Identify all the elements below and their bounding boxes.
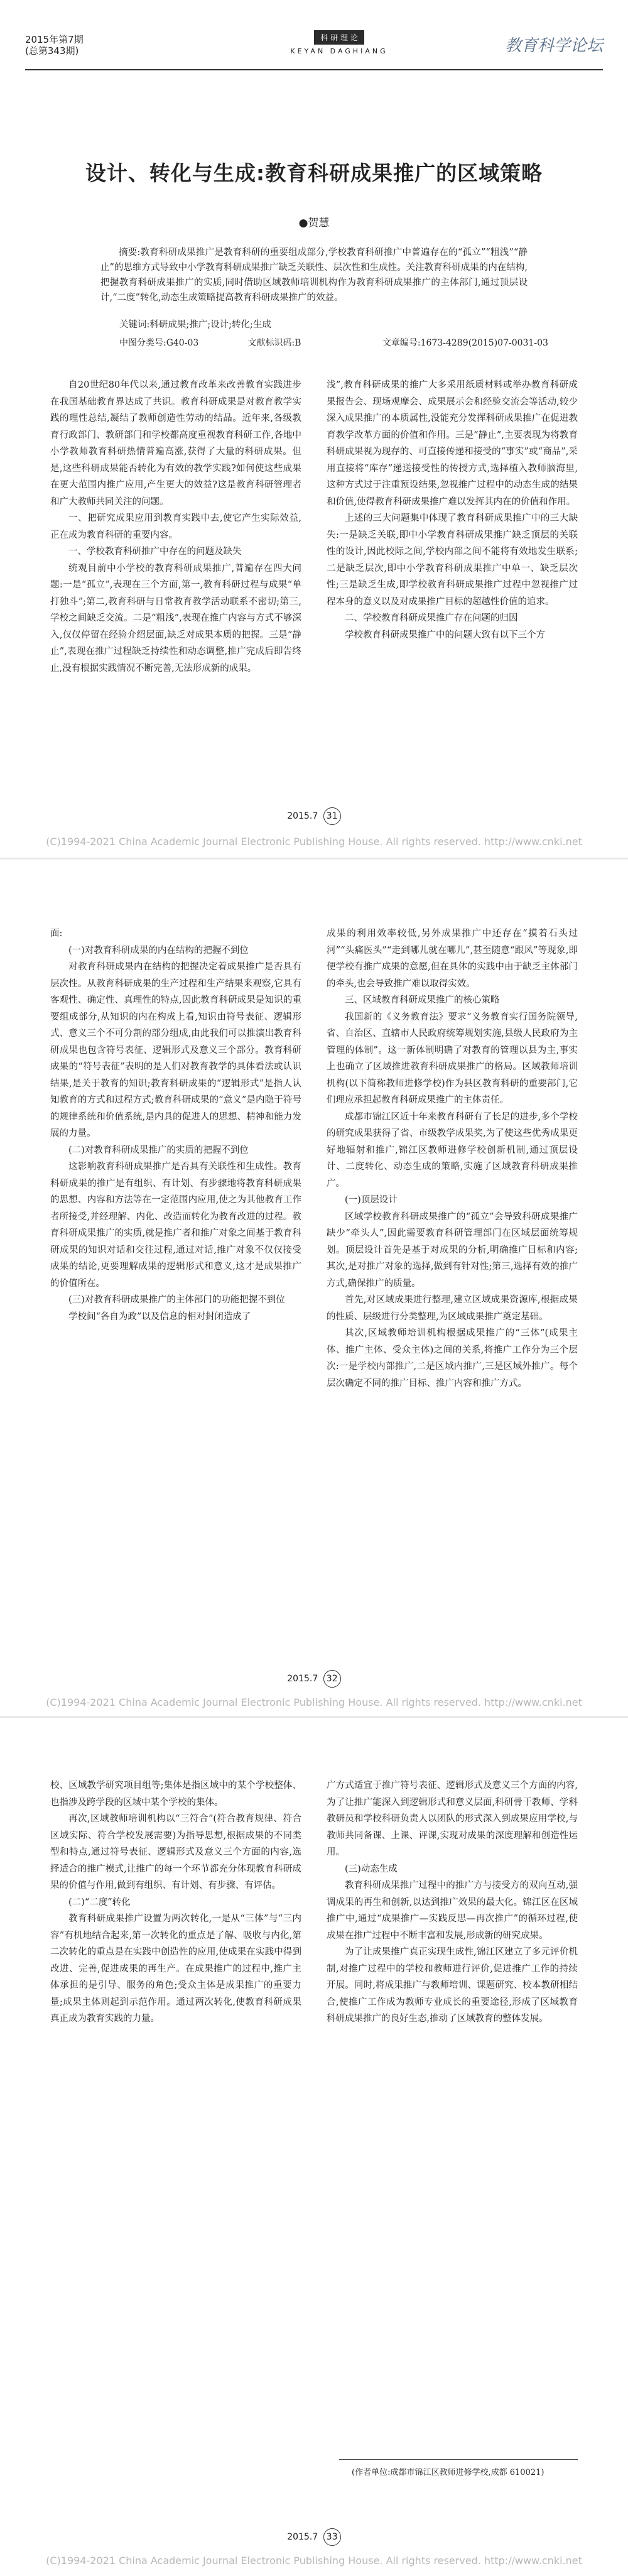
page2-left-column [50, 925, 301, 1325]
paragraph: 上述的三大问题集中体现了教育科研成果推广中的三大缺失:一是缺乏关联,即中小学教育科研成果推广缺乏顶层的关联性的设计,因此校际之间,学校内部之间不能将有效地发生联系;二是缺乏层次,即中小学教育科研成果推广中单一、缺乏层次性;三是缺乏生成,即学校教育科研成果推广过程中忽视推广过程本身的意义以及对成果推广目标的超越性价值的追求。 [327, 513, 578, 607]
watermark: (C)1994-2021 China Academic Journal Electronic Publishing House. All rights reserved. http://www.cnki.net [46, 836, 582, 848]
paragraph: 教育科研成果推广过程中的推广方与接受方的双向互动,强调成果的再生和创新,以达到推广效果的最大化。锦江区在区域推广中,通过“成果推广—实践反思—再次推广”的循环过程,使成果在推广过程中不断丰富和发展,形成新的研究成果。 [327, 1880, 578, 1941]
section-heading: 二、学校教育科研成果推广存在问题的归因 [345, 613, 518, 623]
page-1 [0, 0, 628, 860]
clc-number: 中图分类号:G40-03 [119, 338, 199, 348]
paragraph: 区域学校教育科研成果推广的“孤立”会导致科研成果推广缺少“牵头人”,因此需要教育科研管理部门在区域层面统筹规划。顶层设计首先是基于对成果的分析,明确推广目标和内容;其次,是对推广对象的选择,做到有针对性;第三,选择有效的推广方式,确保推广的质量。 [327, 1211, 578, 1289]
page3-right-column [327, 1777, 578, 2028]
page2-right-column [327, 925, 578, 1392]
footnote-rule [339, 2459, 578, 2460]
doc-code: 文献标识码:B [247, 338, 301, 348]
section-heading: (三)对教育科研成果推广的主体部门的功能把握不到位 [68, 1295, 285, 1305]
issue-number: 2015年第7期 [25, 34, 84, 45]
section-heading: (二)对教育科研成果推广的实质的把握不到位 [68, 1145, 249, 1155]
paragraph: 成都市锦江区近十年来教育科研有了长足的进步,多个学校的研究成果获得了省、市级教学成果奖,为了使这些优秀成果更好地辐射和推广,锦江区教师进修学校创新机制,通过顶层设计、二度转化、动态生成的策略,实施了区域教育科研成果推广。 [327, 1111, 578, 1189]
page1-left-column [50, 377, 301, 677]
paragraph: 成果的利用效率较低,另外成果推广中还存在“摸着石头过河”“头痛医头”“走到哪儿就在哪儿”,甚至随意“跟风”等现象,即便学校有推广成果的意愿,但在具体的实践中由于缺乏主体部门的牵头,也会导致推广难以取得实效。 [327, 929, 578, 989]
page-number [0, 807, 628, 825]
article-keywords: 关键词:科研成果;推广;设计;转化;生成 [119, 320, 271, 330]
page-date: 2015.7 [287, 811, 318, 821]
paragraph: 学校教育科研成果推广中的问题大致有以下三个方 [345, 630, 545, 640]
article-abstract: 摘要:教育科研成果推广是教育科研的重要组成部分,学校教育科研推广中普遍存在的“孤立”“粗浅”“静止”的思维方式导致中小学教育科研成果推广缺乏关联性、层次性和生成性。关注教育科研成果的内在结构,把握教育科研成果推广的实质,同时借助区域教师培训机构作为教育科研成果推广的主体部门,通过顶层设计,“二度”转化,动态生成策略提高教育科研成果推广的效益。 [100, 248, 528, 303]
page3-left-column [50, 1777, 301, 2028]
section-heading: 一、学校教育科研推广中存在的问题及缺失 [68, 547, 242, 557]
author-affiliation: (作者单位:成都市锦江区教师进修学校,成都 610021) [352, 2468, 544, 2477]
page1-right-column [327, 377, 578, 643]
paragraph: 一、把研究成果应用到教育实践中去,使它产生实际效益,正在成为教育科研的重要内容。 [50, 513, 301, 540]
paragraph: 自20世纪80年代以来,通过教育改革来改善教育实践进步在我国基础教育界达成了共识。教育科研成果是对教育教学实践的理性总结,凝结了教师创造性劳动的结晶。近年来,各级教育行政部门、教研部门和学校都高度重视教育科研工作,各地中小学教师教育科研热情普遍高涨,获得了大量的科研成果。但是,这些科研成果能否转化为有效的教学实践?如何使这些成果在更大范围内推广应用,产生更大的效益?这是教育科研管理者和广大教师共同关注的问题。 [50, 380, 301, 507]
section-logo-cn: 科 研 理 论 [314, 30, 364, 45]
paragraph: 学校间“各自为政”以及信息的相对封闭造成了 [68, 1311, 251, 1322]
paragraph: 浅”,教育科研成果的推广大多采用纸质材料或举办教育科研成果报告会、现场观摩会、成果展示会和经验交流会等活动,较少深入成果推广的本质属性,没能充分发挥科研成果推广在促进教育教学改革方面的价值和作用。三是“静止”,主要表现为将教育科研成果视为现存的、可直接传递和接受的“事实”或“商品”,采用直接将“库存”递送接受性的传授方式,选择植入教师脑海里,这种方式过于注重预设结果,忽视推广过程中的动态生成的结果和价值,使得教育科研成果推广难以发挥其内在的价值和作用。 [327, 380, 578, 507]
paragraph: 首先,对区域成果进行整理,建立区域成果资源库,根据成果的性质、层级进行分类整理,为区域成果推广奠定基础。 [327, 1295, 578, 1322]
page-date: 2015.7 [287, 1674, 318, 1684]
article-author: ●贺慧 [298, 217, 330, 229]
section-heading: (一)对教育科研成果的内在结构的把握不到位 [68, 945, 249, 956]
page-3 [0, 1718, 628, 2576]
watermark: (C)1994-2021 China Academic Journal Electronic Publishing House. All rights reserved. http://www.cnki.net [46, 1696, 582, 1708]
page-date: 2015.7 [287, 2532, 318, 2542]
paragraph: 再次,区域教师培训机构以“三符合”(符合教育规律、符合区域实际、符合学校发展需要)为指导思想,根据成果的不同类型和特点,通过符号表征、逻辑形式及意义三个方面的内容,选择适合的推广模式,让推广的每一个环节都充分体现教育科研成果的价值与作用,做到有组织、有计划、有步骤、有评估。 [50, 1814, 301, 1891]
paragraph: 对教育科研成果内在结构的把握决定着成果推广是否具有层次性。从教育科研成果的生产过程和生产结果来观察,它具有客观性、确定性、真理性的特点,因此教育科研成果是知识的重要组成部分,从知识的内在构成上看,知识由符号表征、逻辑形式、意义三个不可分割的部分组成,由此我们可以推演出教育科研成果也包含符号表征、逻辑形式及意义三个部分。教育科研成果的“符号表征”表明的是人们对教育教学的具体看法或认识结果,是关于教育的知识;教育科研成果的“逻辑形式”是指人认知教育的方式和过程方式;教育科研成果的“意义”是内隐于符号的规律系统和价值系统,是内具的促进人的思想、精神和能力发展的力量。 [50, 962, 301, 1138]
page-num-circle: 32 [323, 1670, 341, 1688]
paragraph: 面: [50, 929, 63, 939]
issue-info [25, 34, 84, 57]
paragraph: 统观目前中小学校的教育科研成果推广,普遍存在四大问题:一是“孤立”,表现在三个方面,第一,教育科研过程与成果“单打独斗”;第二,教育科研与日常教育教学活动联系不密切;第三,学校之间缺乏交流。二是“粗浅”,表现在推广内容与方式不够深入,仅仅停留在经验介绍层面,缺乏对成果本质的把握。三是“静止”,表现在推广过程缺乏持续性和动态调整,推广完成后即告终止,没有根据实践情况不断完善,无法形成新的成果。 [50, 563, 301, 674]
article-title: 设计、转化与生成:教育科研成果推广的区域策略 [85, 161, 543, 185]
page-2 [0, 860, 628, 1718]
journal-header [25, 25, 603, 70]
page-number [0, 2528, 628, 2546]
paragraph: 为了让成果推广真正实现生成性,锦江区建立了多元评价机制,对推广过程中的学校和教师进行评价,促进推广工作的持续开展。同时,将成果推广与教师培训、课题研究、校本教研相结合,使推广工作成为教师专业成长的重要途径,形成了区域教育科研成果推广的良好生态,推动了区域教育的整体发展。 [327, 1947, 578, 2024]
page-num-circle: 31 [323, 807, 341, 825]
page-number [0, 1670, 628, 1688]
section-logo [276, 30, 402, 65]
page-num-circle: 33 [323, 2528, 341, 2546]
issue-total: (总第343期) [25, 45, 79, 57]
paragraph: 我国新的《义务教育法》要求“义务教育实行国务院领导,省、自治区、直辖市人民政府统筹规划实施,县级人民政府为主管理的体制”。这一新体制明确了对教育的管理以县为主,事实上也确立了区域推进教育科研成果推广的格局。区域教师培训机构(以下简称教师进修学校)作为县区教育科研的重要部门,它们理应承担起教育科研成果推广的主体责任。 [327, 1012, 578, 1105]
paragraph: 教育科研成果推广设置为两次转化,一是从“三体”与“三内容”有机地结合起来,第一次转化的重点是了解、吸收与内化,第二次转化的重点是在实践中创造性的应用,使成果在实践中得到改进、完善,促进成果的再生产。在成果推广的过程中,推广主体承担的是引导、服务的角色;受众主体是成果推广的重要力量;成果主体则起到示范作用。通过两次转化,使教育科研成果真正成为教育实践的力量。 [50, 1914, 301, 2024]
paragraph: 广方式适宜于推广符号表征、逻辑形式及意义三个方面的内容,为了让推广能深入到逻辑形式和意义层面,科研骨干教师、学科教研员和学校科研负责人以团队的形式深入到成果应用学校,与教师共同备课、上课、评课,实现对成果的深度理解和创造性运用。 [327, 1781, 578, 1857]
section-heading: (三)动态生成 [345, 1864, 398, 1874]
journal-name: 教育科学论坛 [504, 36, 603, 55]
section-heading: 三、区域教育科研成果推广的核心策略 [345, 995, 500, 1005]
section-logo-en: KEYAN DAGHIANG [290, 47, 388, 55]
article-meta [119, 336, 553, 349]
section-heading: (一)顶层设计 [345, 1195, 398, 1205]
paragraph: 其次,区域教师培训机构根据成果推广的“三体”(成果主体、推广主体、受众主体)之间的关系,将推广工作分为三个层次:一是学校内部推广,二是区域内推广,三是区域外推广。每个层次确定不同的推广目标、推广内容和推广方式。 [327, 1328, 578, 1389]
paragraph: 校、区域教学研究项目组等;集体是指区域中的某个学校整体、也指涉及跨学段的区域中某个学校的集体。 [50, 1781, 301, 1808]
section-heading: (二)“二度”转化 [68, 1897, 131, 1907]
watermark: (C)1994-2021 China Academic Journal Electronic Publishing House. All rights reserved. http://www.cnki.net [46, 2555, 582, 2567]
paragraph: 这影响教育科研成果推广是否具有关联性和生成性。教育科研成果的推广是有组织、有计划、有步骤地将教育科研成果的思想、内容和方法等在一定范围内应用,使之为其他教育工作者所接受,并经理解、内化、改造而转化为教育改进的过程。教育科研成果推广的实质,就是推广者和推广对象之间基于教育科研成果的知识对话和交往过程,通过对话,推广对象不仅仅接受成果的结论,更要理解成果的逻辑形式和意义,这才是成果推广的价值所在。 [50, 1162, 301, 1289]
article-id: 文章编号:1673-4289(2015)07-0031-03 [382, 338, 548, 348]
